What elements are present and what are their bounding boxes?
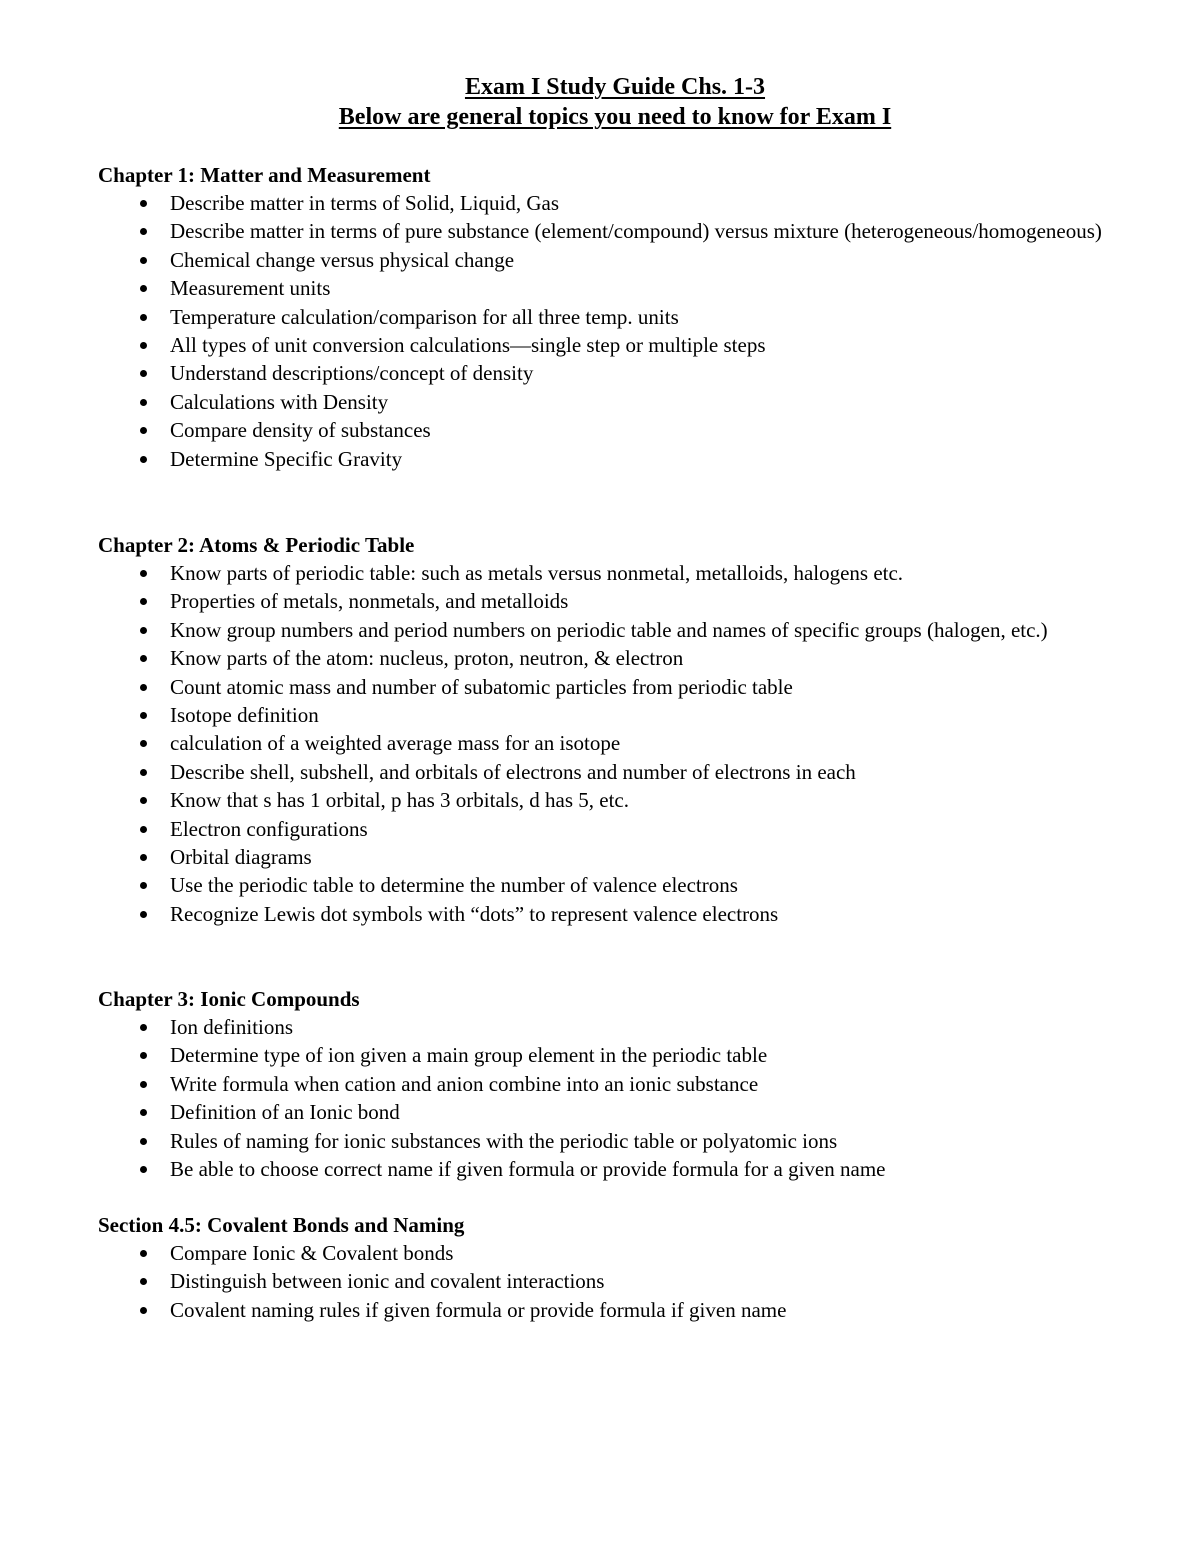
list-item-text: Chemical change versus physical change [170, 247, 515, 272]
list-item [98, 1267, 1138, 1295]
bullet-icon [140, 200, 147, 207]
list-item-text: Measurement units [170, 276, 331, 301]
bullet-icon [140, 826, 147, 833]
list-item-text: Determine type of ion given a main group element in the periodic table [170, 1043, 768, 1068]
section-heading: Chapter 1: Matter and Measurement [98, 163, 431, 187]
document-subtitle: Below are general topics you need to know for Exam I [338, 104, 892, 130]
list-item-text: All types of unit conversion calculations—single step or multiple steps [170, 333, 766, 358]
list-item-text: Ion definitions [170, 1015, 294, 1039]
section-chapter-1 [98, 161, 1138, 473]
list-item [98, 701, 1138, 729]
bullet-icon [140, 1250, 147, 1257]
list-item [98, 1041, 1138, 1069]
bullet-icon [140, 1024, 147, 1031]
list-item-text: Describe matter in terms of pure substance (element/compound) versus mixture (heterogeneous/homogeneous) [170, 219, 1102, 244]
topic-list [98, 559, 1138, 928]
list-item [98, 217, 1138, 245]
bullet-icon [140, 370, 147, 377]
bullet-icon [140, 911, 147, 918]
list-item-text: calculation of a weighted average mass for an isotope [170, 731, 621, 756]
list-item-text: Determine Specific Gravity [170, 446, 403, 471]
section-heading: Section 4.5: Covalent Bonds and Naming [98, 1213, 465, 1237]
list-item [98, 587, 1138, 615]
list-item-text: Use the periodic table to determine the number of valence electrons [170, 873, 738, 898]
list-item-text: Temperature calculation/comparison for all three temp. units [170, 304, 679, 329]
list-item-text: Know parts of periodic table: such as metals versus nonmetal, metalloids, halogens etc. [170, 561, 904, 585]
list-item [98, 303, 1138, 331]
bullet-icon [140, 769, 147, 776]
list-item [98, 246, 1138, 274]
list-item-text: Know that s has 1 orbital, p has 3 orbitals, d has 5, etc. [170, 788, 630, 813]
list-item-text: Covalent naming rules if given formula or provide formula if given name [170, 1297, 787, 1322]
bullet-icon [140, 598, 147, 605]
list-item [98, 274, 1138, 302]
bullet-icon [140, 427, 147, 434]
bullet-icon [140, 1081, 147, 1088]
list-item-text: Understand descriptions/concept of density [170, 361, 534, 386]
list-item [98, 815, 1138, 843]
list-item-text: Count atomic mass and number of subatomic particles from periodic table [170, 674, 793, 699]
list-item [98, 1239, 1138, 1267]
bullet-icon [140, 797, 147, 804]
section-chapter-2 [98, 531, 1138, 928]
section-heading: Chapter 2: Atoms & Periodic Table [98, 533, 415, 557]
bullet-icon [140, 228, 147, 235]
bullet-icon [140, 314, 147, 321]
list-item [98, 843, 1138, 871]
topic-list [98, 1013, 1138, 1183]
bullet-icon [140, 684, 147, 691]
list-item [98, 559, 1138, 587]
list-item-text: Isotope definition [170, 703, 319, 728]
list-item [98, 189, 1138, 217]
bullet-icon [140, 399, 147, 406]
list-item [98, 871, 1138, 899]
list-item [98, 758, 1138, 786]
section-heading: Chapter 3: Ionic Compounds [98, 987, 360, 1011]
list-item-text: Distinguish between ionic and covalent interactions [170, 1269, 605, 1294]
list-item-text: Compare Ionic & Covalent bonds [170, 1241, 454, 1265]
list-item [98, 359, 1138, 387]
bullet-icon [140, 342, 147, 349]
list-item [98, 1296, 1138, 1324]
list-item-text: Know group numbers and period numbers on periodic table and names of specific groups (halogen, etc.) [170, 617, 1048, 642]
bullet-icon [140, 1109, 147, 1116]
list-item [98, 1070, 1138, 1098]
list-item-text: Be able to choose correct name if given formula or provide formula for a given name [170, 1157, 886, 1182]
list-item-text: Electron configurations [170, 816, 368, 841]
bullet-icon [140, 854, 147, 861]
list-item [98, 786, 1138, 814]
list-item-text: Calculations with Density [170, 389, 389, 414]
bullet-icon [140, 712, 147, 719]
list-item [98, 388, 1138, 416]
list-item [98, 1155, 1138, 1183]
bullet-icon [140, 655, 147, 662]
bullet-icon [140, 882, 147, 889]
list-item [98, 900, 1138, 928]
list-item [98, 1127, 1138, 1155]
bullet-icon [140, 285, 147, 292]
list-item-text: Properties of metals, nonmetals, and metalloids [170, 589, 569, 614]
topic-list [98, 1239, 1138, 1324]
document-title: Exam I Study Guide Chs. 1-3 [464, 74, 766, 100]
list-item-text: Know parts of the atom: nucleus, proton, neutron, & electron [170, 646, 684, 671]
list-item [98, 1013, 1138, 1041]
list-item [98, 331, 1138, 359]
bullet-icon [140, 627, 147, 634]
bullet-icon [140, 740, 147, 747]
bullet-icon [140, 1052, 147, 1059]
list-item [98, 616, 1138, 644]
list-item [98, 416, 1138, 444]
list-item-text: Definition of an Ionic bond [170, 1100, 400, 1125]
list-item-text: Describe matter in terms of Solid, Liquid, Gas [170, 191, 560, 215]
bullet-icon [140, 456, 147, 463]
list-item [98, 729, 1138, 757]
list-item-text: Describe shell, subshell, and orbitals of electrons and number of electrons in each [170, 759, 856, 784]
list-item-text: Compare density of substances [170, 418, 431, 443]
title-block [0, 72, 1200, 132]
bullet-icon [140, 1278, 147, 1285]
list-item-text: Recognize Lewis dot symbols with “dots” to represent valence electrons [170, 901, 779, 926]
list-item-text: Write formula when cation and anion combine into an ionic substance [170, 1071, 759, 1096]
list-item-text: Rules of naming for ionic substances with the periodic table or polyatomic ions [170, 1128, 838, 1153]
bullet-icon [140, 257, 147, 264]
topic-list [98, 189, 1138, 473]
list-item [98, 445, 1138, 473]
section-4-5 [98, 1211, 1138, 1324]
list-item [98, 1098, 1138, 1126]
bullet-icon [140, 570, 147, 577]
section-chapter-3 [98, 985, 1138, 1183]
bullet-icon [140, 1166, 147, 1173]
list-item-text: Orbital diagrams [170, 845, 312, 870]
bullet-icon [140, 1138, 147, 1145]
bullet-icon [140, 1307, 147, 1314]
list-item [98, 673, 1138, 701]
list-item [98, 644, 1138, 672]
